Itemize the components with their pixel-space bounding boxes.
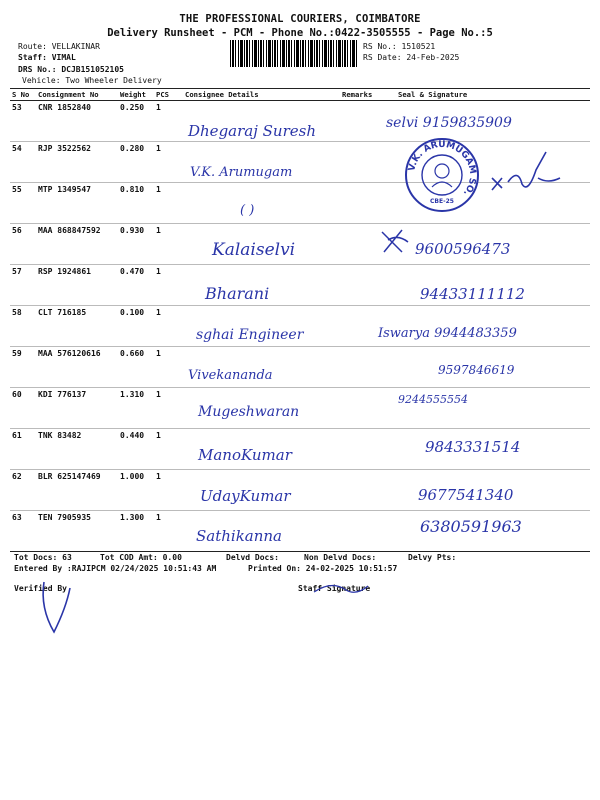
cell-remarks [340, 470, 396, 511]
runsheet-subtitle: Delivery Runsheet - PCM - Phone No.:0422-3505555 - Page No.:5 [107, 27, 493, 39]
handwritten-consignee: Mugeshwaran [198, 404, 300, 420]
cell-consignment: CNR 1852840 [36, 101, 118, 142]
staff-label: Staff: VIMAL [18, 53, 76, 62]
stamp-city: CBE-25 [430, 198, 454, 205]
handwritten-signature: 9600596473 [415, 240, 511, 258]
col-header-remarks: Remarks [340, 89, 396, 101]
vehicle-label: Vehicle: Two Wheeler Delivery [22, 76, 162, 85]
col-header-weight: Weight [118, 89, 154, 101]
handwritten-signature: 9843331514 [425, 438, 521, 456]
cell-sno: 63 [10, 511, 36, 552]
handwritten-consignee: UdayKumar [200, 487, 291, 505]
cell-pcs: 1 [154, 265, 183, 306]
table-header-row [10, 89, 590, 101]
cell-pcs: 1 [154, 511, 183, 552]
cell-weight: 0.470 [118, 265, 154, 306]
staff-signature-label: Staff Signature [298, 584, 371, 593]
cell-sno: 57 [10, 265, 36, 306]
printed-on: Printed On: 24-02-2025 10:51:57 [248, 564, 398, 573]
cell-pcs: 1 [154, 142, 183, 183]
cell-consignment: RJP 3522562 [36, 142, 118, 183]
stamp-text: V.K. ARUMUGAM SO. [407, 139, 478, 198]
cell-sno: 60 [10, 388, 36, 429]
signature-scribble-icon [378, 222, 418, 262]
cell-weight: 0.930 [118, 224, 154, 265]
cell-weight: 1.310 [118, 388, 154, 429]
cell-consignment: TNK 83482 [36, 429, 118, 470]
barcode-icon [230, 40, 358, 67]
handwritten-signature: Iswarya 9944483359 [378, 326, 517, 341]
cell-pcs: 1 [154, 347, 183, 388]
handwritten-consignee: V.K. Arumugam [190, 165, 293, 180]
initials-scribble-icon [488, 148, 568, 198]
seal-stamp-icon [404, 137, 480, 213]
cell-weight: 0.280 [118, 142, 154, 183]
cell-weight: 0.660 [118, 347, 154, 388]
cell-remarks [340, 347, 396, 388]
cell-sno: 61 [10, 429, 36, 470]
cell-weight: 0.440 [118, 429, 154, 470]
cell-sno: 62 [10, 470, 36, 511]
cell-consignee [183, 183, 340, 224]
handwritten-consignee: sghai Engineer [196, 327, 304, 343]
cell-pcs: 1 [154, 429, 183, 470]
cell-pcs: 1 [154, 224, 183, 265]
cell-pcs: 1 [154, 388, 183, 429]
handwritten-consignee: Bharani [205, 284, 270, 303]
cell-weight: 0.810 [118, 183, 154, 224]
cell-remarks [340, 511, 396, 552]
cell-weight: 0.250 [118, 101, 154, 142]
route-label: Route: VELLAKINAR [18, 42, 100, 51]
cell-remarks [340, 183, 396, 224]
cell-consignment: TEN 7905935 [36, 511, 118, 552]
cell-consignment: KDI 776137 [36, 388, 118, 429]
handwritten-signature: 6380591963 [420, 517, 522, 536]
handwritten-signature: 9244555554 [398, 393, 468, 406]
cell-remarks [340, 142, 396, 183]
cell-pcs: 1 [154, 470, 183, 511]
cell-pcs: 1 [154, 183, 183, 224]
handwritten-signature: 9597846619 [438, 363, 515, 377]
rs-date: RS Date: 24-Feb-2025 [363, 53, 460, 62]
handwritten-consignee: ManoKumar [198, 446, 292, 464]
cell-sno: 54 [10, 142, 36, 183]
cell-consignment: CLT 716185 [36, 306, 118, 347]
cell-consignment: MAA 576120616 [36, 347, 118, 388]
cell-weight: 1.300 [118, 511, 154, 552]
rs-number: RS No.: 1510521 [363, 42, 436, 51]
table-row [10, 388, 590, 429]
col-header-consignment: Consignment No [36, 89, 118, 101]
handwritten-consignee: Dhegaraj Suresh [188, 122, 316, 140]
company-title: THE PROFESSIONAL COURIERS, COIMBATORE [179, 13, 421, 25]
handwritten-consignee: Sathikanna [196, 527, 283, 545]
col-header-pcs: PCS [154, 89, 183, 101]
handwritten-signature: selvi 9159835909 [386, 115, 512, 131]
col-header-sno: S No [10, 89, 36, 101]
cell-sno: 58 [10, 306, 36, 347]
handwritten-consignee: ( ) [240, 203, 255, 218]
cell-consignment: MAA 868847592 [36, 224, 118, 265]
verification-scribble-icon [30, 578, 90, 638]
total-docs: Tot Docs: 63 [14, 553, 72, 562]
delivered-docs: Delvd Docs: [226, 553, 279, 562]
col-header-seal-signature: Seal & Signature [396, 89, 590, 101]
cell-sno: 56 [10, 224, 36, 265]
drs-number: DRS No.: DCJB151052105 [18, 65, 124, 74]
cell-remarks [340, 388, 396, 429]
cell-remarks [340, 265, 396, 306]
cell-pcs: 1 [154, 101, 183, 142]
total-cod-amount: Tot COD Amt: 0.00 [100, 553, 182, 562]
cell-weight: 1.000 [118, 470, 154, 511]
staff-signature-scribble-icon [312, 578, 372, 598]
delivery-points: Delvy Pts: [408, 553, 457, 562]
cell-consignment: BLR 625147469 [36, 470, 118, 511]
cell-remarks [340, 429, 396, 470]
cell-consignment: RSP 1924861 [36, 265, 118, 306]
non-delivered-docs: Non Delvd Docs: [304, 553, 377, 562]
handwritten-consignee: Vivekananda [188, 368, 273, 383]
cell-consignment: MTP 1349547 [36, 183, 118, 224]
handwritten-signature: 9677541340 [418, 486, 514, 504]
cell-sno: 53 [10, 101, 36, 142]
entered-by: Entered By :RAJIPCM 02/24/2025 10:51:43 AM [14, 564, 217, 573]
cell-pcs: 1 [154, 306, 183, 347]
verified-by-label: Verified By [14, 584, 67, 593]
handwritten-consignee: Kalaiselvi [212, 240, 296, 260]
col-header-consignee: Consignee Details [183, 89, 340, 101]
cell-sno: 55 [10, 183, 36, 224]
cell-weight: 0.100 [118, 306, 154, 347]
handwritten-signature: 94433111112 [420, 285, 525, 303]
cell-sno: 59 [10, 347, 36, 388]
